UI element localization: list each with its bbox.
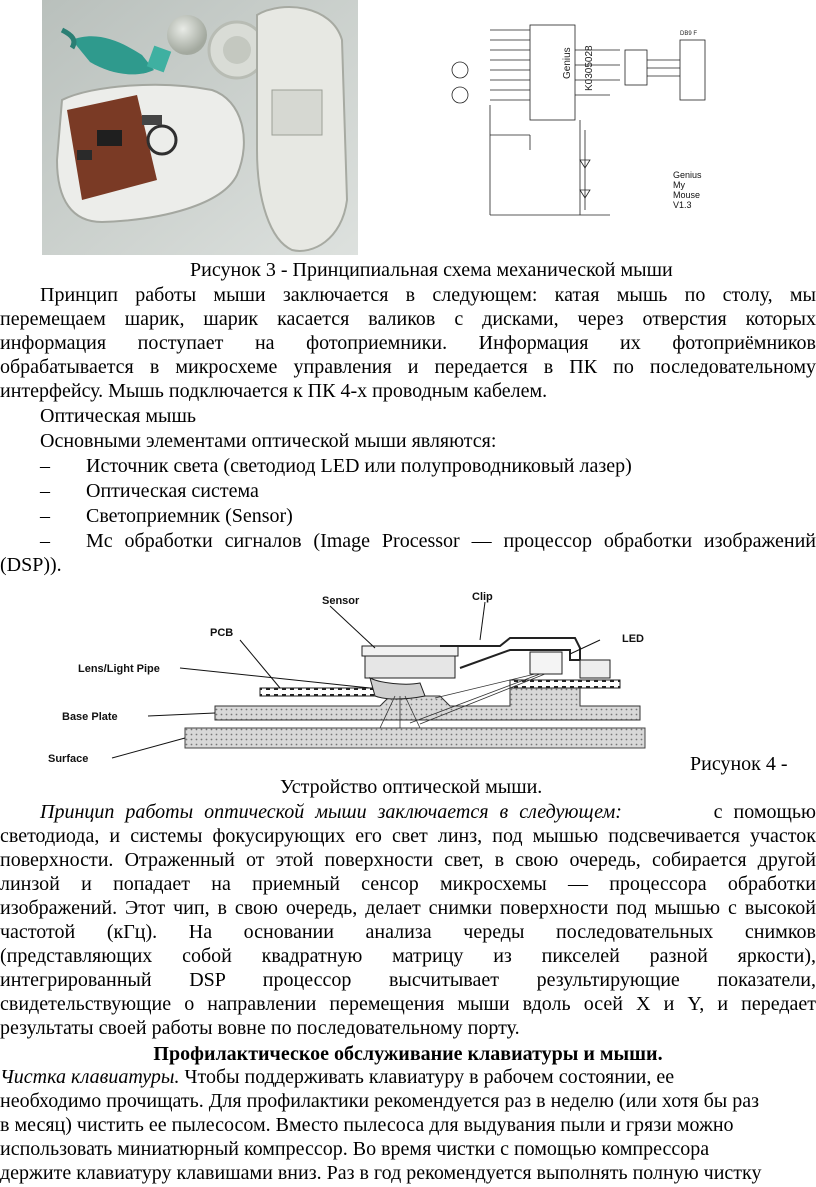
schematic-connector-label: DB9 F (680, 31, 698, 37)
paragraph2-line: линзой и попадает на приемный сенсор микросхемы — процессора обработки (0, 873, 816, 895)
figure4-caption-part2: Устройство оптической мыши. (280, 776, 543, 798)
paragraph2-first-line-rest: с помощью (713, 801, 816, 823)
paragraph1-line-2: перемещаем шарик, шарик касается валиков с дисками, через отверстия которых (0, 308, 816, 330)
bullet-item-1: Источник света (светодиод LED или полупроводниковый лазер) (86, 455, 632, 477)
paragraph3-line: держите клавиатуру клавишами вниз. Раз в год рекомендуется выполнять полную чистку (0, 1162, 762, 1184)
diagram-label-lens: Lens/Light Pipe (78, 663, 160, 675)
bullet-dash: – (40, 530, 50, 552)
paragraph2-line: частотой (кГц). На основании анализа череды последовательных снимков (0, 921, 816, 943)
diagram-label-clip: Clip (472, 591, 493, 603)
paragraph2-italic-lead: Принцип работы оптической мыши заключается в следующем: (40, 801, 622, 823)
paragraph2-line: (представляющих собой квадратную матрицу из пикселей разной яркости), (0, 945, 816, 967)
schematic-brand-line-4: V1.3 (673, 200, 692, 210)
paragraph3-line: в месяц) чистить ее пылесосом. Вместо пылесоса для выдувания пыли и грязи можно (0, 1114, 734, 1136)
paragraph3-line: необходимо прочищать. Для профилактики рекомендуется раз в неделю (или хотя бы раз (0, 1090, 760, 1112)
paragraph3-line: использовать миниатюрный компрессор. Во время чистки с помощью компрессора (0, 1138, 710, 1160)
schematic-brand-line-3: Mouse (673, 190, 701, 200)
paragraph2-line: поверхности. Отраженный от этой поверхности свет, в свою очередь, собирается другой (0, 849, 816, 871)
bullet-item-4: Мс обработки сигналов (Image Processor — процессор обработки изображений (86, 530, 816, 552)
bullet-item-4-cont: (DSP)). (0, 554, 62, 576)
schematic-brand-line-1: Genius (673, 170, 702, 180)
maintenance-heading: Профилактическое обслуживание клавиатуры и мыши. (153, 1043, 663, 1065)
paragraph2-line: свидетельствующие о направлении перемещения мыши вдоль осей X и Y, и передает (0, 993, 816, 1015)
paragraph2-line: результаты своей работы вовне по последовательному порту. (0, 1017, 520, 1039)
schematic-brand-line-2: My (673, 180, 685, 190)
paragraph1-line-1: Принцип работы мыши заключается в следующем: катая мышь по столу, мы (40, 284, 816, 306)
diagram-label-sensor: Sensor (322, 595, 360, 607)
mouse-circuit-schematic (430, 10, 730, 225)
elements-intro: Основными элементами оптической мыши являются: (40, 430, 497, 452)
bullet-dash: – (40, 455, 50, 477)
bullet-dash: – (40, 480, 50, 502)
diagram-label-pcb: PCB (210, 627, 234, 639)
diagram-label-surface: Surface (48, 753, 89, 765)
paragraph2-line: изображений. Этот чип, в свою очередь, делает снимки поверхности под мышью с высокой (0, 897, 816, 919)
mouse-disassembled-photo (42, 0, 358, 255)
paragraph1-line-5: интерфейсу. Мышь подключается к ПК 4-х проводным кабелем. (0, 380, 548, 402)
bullet-item-3: Светоприемник (Sensor) (86, 505, 293, 527)
diagram-label-base-plate: Base Plate (62, 711, 118, 723)
paragraph3-first-line (0, 1065, 674, 1090)
paragraph3-first-line-rest: Чтобы поддерживать клавиатуру в рабочем состоянии, ее (179, 1066, 675, 1088)
figure4-caption-part1: Рисунок 4 - (690, 753, 788, 775)
paragraph2-line: светодиода, и системы фокусирующих его свет линз, под мышью подсвечивается участок (0, 825, 816, 847)
paragraph2-line: интегрированный DSP процессор высчитывает результирующие показатели, (0, 969, 816, 991)
figure3-caption: Рисунок 3 - Принципиальная схема механической мыши (190, 259, 673, 281)
bullet-item-2: Оптическая система (86, 480, 259, 502)
schematic-chip-label: Genius (562, 47, 573, 79)
bullet-dash: – (40, 505, 50, 527)
diagram-label-led: LED (622, 633, 644, 645)
paragraph3-italic-lead: Чистка клавиатуры. (0, 1066, 180, 1088)
paragraph1-line-4: обрабатывается в микросхеме управления и передается в ПК по последовательному (0, 356, 816, 378)
paragraph2-first-line (40, 800, 816, 825)
optical-mouse-diagram (40, 588, 660, 766)
paragraph1-line-3: информация поступает на фотоприемники. Информация их фотоприёмников (0, 332, 816, 354)
schematic-chip-code: K0305028 (584, 45, 595, 91)
optical-mouse-heading: Оптическая мышь (40, 405, 197, 427)
